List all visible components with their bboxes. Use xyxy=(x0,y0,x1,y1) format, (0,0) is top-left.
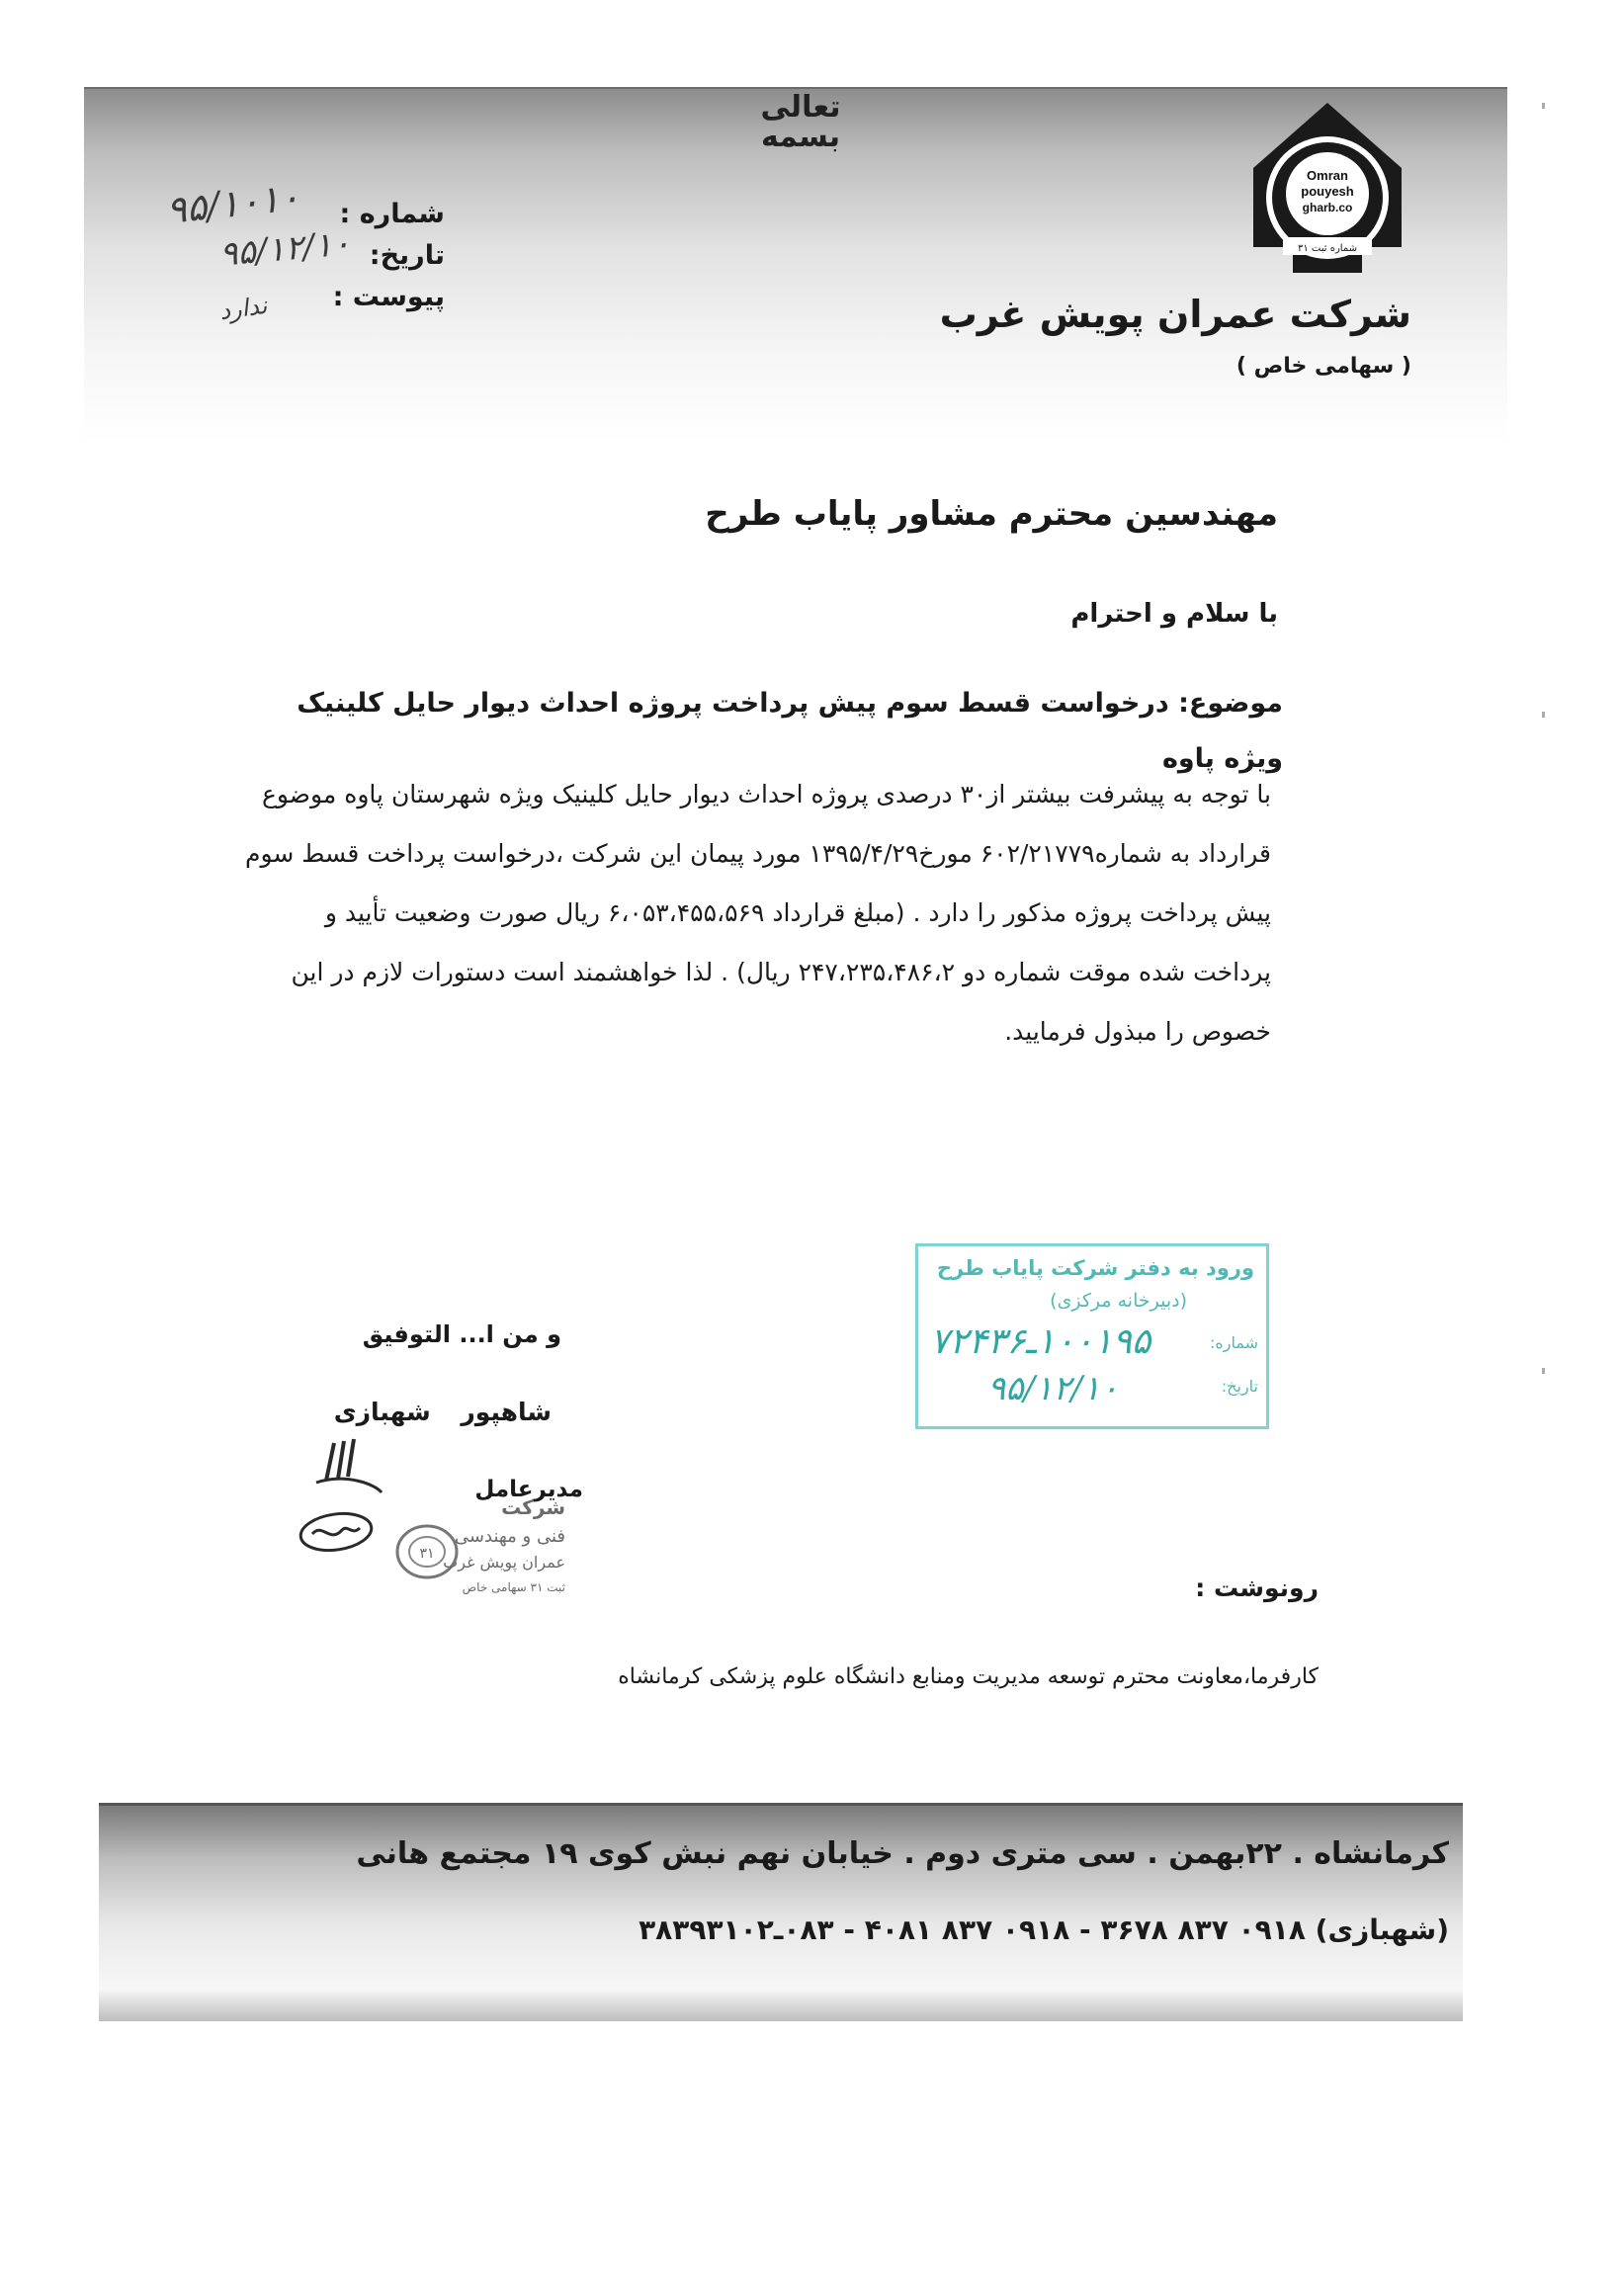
letter-number-value: ۹۵/۱۰۱۰ xyxy=(164,175,302,232)
bismillah-line2: بسمه xyxy=(760,120,841,154)
footer-phones: (شهبازی) ۰۹۱۸ ۸۳۷ ۳۶۷۸ - ۰۹۱۸ ۸۳۷ ۴۰۸۱ - ۰۸۳ـ۳۸۳۹۳۱۰۲ xyxy=(639,1913,1449,1946)
date-label: تاریخ: xyxy=(369,240,445,271)
recipient: مهندسین محترم مشاور پایاب طرح xyxy=(705,494,1278,534)
logo-text-1: Omran xyxy=(1307,168,1348,183)
letter-body: با توجه به پیشرفت بیشتر از۳۰ درصدی پروژه احداث دیوار حایل کلینیک ویژه شهرستان پاوه موضوع قرارداد به شماره۶۰۲/۲۱۷۷۹ مورخ۱۳۹۵/۴/۲۹ مورد پیمان این شرکت ،درخواست پرداخت قسط سوم پیش پرداخت پروژه مذکور را دارد . (مبلغ قرارداد ۶،۰۵۳،۴۵۵،۵۶۹ ریال صورت وضعیت تأیید و پرداخت شده موقت شماره دو ۲۴۷،۲۳۵،۴۸۶،۲ ریال) . لذا خواهشمند است دستورات لازم در این خصوص را مبذول فرمایید. xyxy=(245,780,1271,1046)
bismillah-line1: تعالی xyxy=(760,90,841,125)
seal-line1: شرکت xyxy=(501,1495,565,1519)
stamp-date-label: تاریخ: xyxy=(1221,1377,1258,1396)
handwritten-signature xyxy=(287,1433,405,1552)
seal-line4: ثبت ۳۱ سهامی خاص xyxy=(462,1580,565,1594)
registration-stamp xyxy=(915,1243,1269,1429)
signer-title: مدیرعامل xyxy=(474,1477,583,1502)
stamp-date-value: ۹۵/۱۲/۱۰ xyxy=(987,1369,1119,1408)
seal-center-text: ۳۱ xyxy=(419,1546,435,1562)
attachment-value: ندارد xyxy=(217,291,269,326)
seal-line2: فنی و مهندسی xyxy=(454,1526,565,1547)
logo-text-2: pouyesh xyxy=(1301,184,1354,199)
stamp-subtitle: (دبیرخانه مرکزی) xyxy=(1050,1290,1187,1312)
greeting: با سلام و احترام xyxy=(1070,599,1278,629)
bismillah xyxy=(722,91,880,154)
subject: موضوع: درخواست قسط سوم پیش پرداخت پروژه احداث دیوار حایل کلینیک ویژه پاوه xyxy=(297,688,1283,774)
attachment-label: پیوست : xyxy=(332,282,445,312)
footer-address: کرمانشاه . ۲۲بهمن . سی متری دوم . خیابان نهم نبش کوی ۱۹ مجتمع هانی xyxy=(356,1836,1449,1871)
scan-mark xyxy=(1542,1368,1545,1374)
logo-text-3: gharb.co xyxy=(1302,201,1353,214)
scan-mark xyxy=(1542,103,1545,109)
stamp-title: ورود به دفتر شرکت پایاب طرح xyxy=(936,1256,1254,1280)
scan-mark xyxy=(1542,712,1545,718)
cc-text: کارفرما،معاونت محترم توسعه مدیریت ومنابع دانشگاه علوم پزشکی کرمانشاه xyxy=(618,1664,1319,1689)
logo-reg-text: شماره ثبت ۳۱ xyxy=(1297,243,1358,254)
signer-name: شاهپور شهبازی xyxy=(333,1398,552,1426)
company-type: ( سهامی خاص ) xyxy=(1236,354,1411,379)
stamp-number-value: ۱۰۰۱۹۵ـ۷۲۴۳۶ xyxy=(930,1321,1151,1362)
cc-label: رونوشت : xyxy=(1195,1573,1319,1602)
stamp-number-label: شماره: xyxy=(1209,1333,1258,1352)
company-name: شرکت عمران پویش غرب xyxy=(939,293,1411,336)
closing: و من ا... التوفیق xyxy=(362,1320,561,1348)
letter-date-value: ۹۵/۱۲/۱۰ xyxy=(217,223,352,275)
seal-line3: عمران پویش غرب xyxy=(443,1553,565,1572)
number-label: شماره : xyxy=(339,199,445,229)
company-logo-icon xyxy=(1243,99,1411,277)
